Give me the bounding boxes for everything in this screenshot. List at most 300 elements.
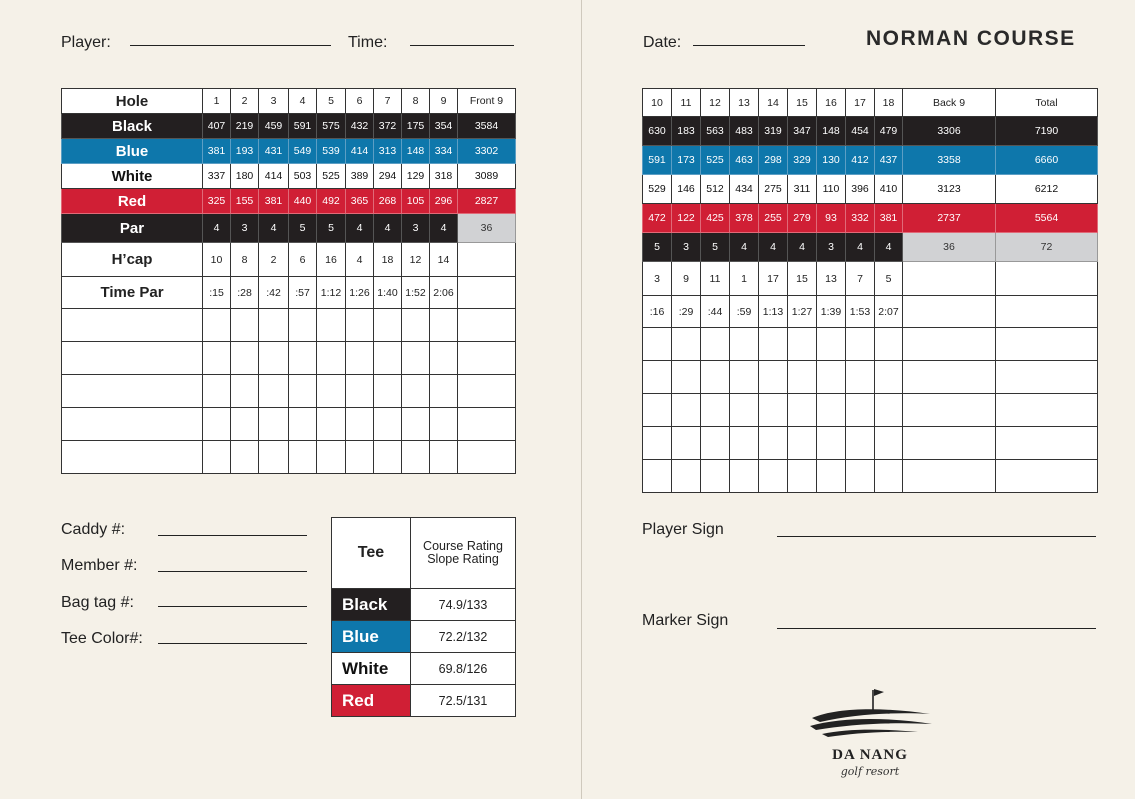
date-label: Date: bbox=[643, 34, 682, 51]
score-cell[interactable] bbox=[346, 441, 374, 474]
hole-value: 329 bbox=[788, 146, 817, 175]
score-cell[interactable] bbox=[846, 427, 875, 460]
score-cell[interactable] bbox=[62, 375, 203, 408]
score-cell[interactable] bbox=[458, 342, 516, 375]
score-cell[interactable] bbox=[259, 408, 289, 441]
hole-value: 4 bbox=[346, 243, 374, 277]
score-row bbox=[643, 460, 1098, 493]
player-field[interactable] bbox=[130, 45, 331, 46]
page-divider bbox=[581, 0, 582, 799]
front-row-blue bbox=[62, 139, 516, 164]
score-cell[interactable] bbox=[203, 342, 231, 375]
hole-value: 14 bbox=[430, 243, 458, 277]
front-nine-header: Front 9 bbox=[458, 89, 516, 114]
score-cell[interactable] bbox=[875, 328, 903, 361]
hole-value: :44 bbox=[701, 296, 730, 328]
hole-number: 14 bbox=[759, 89, 788, 117]
score-cell[interactable] bbox=[875, 361, 903, 394]
score-cell[interactable] bbox=[701, 328, 730, 361]
score-cell[interactable] bbox=[730, 427, 759, 460]
front-row-white bbox=[62, 164, 516, 189]
hole-value: 146 bbox=[672, 175, 701, 204]
hole-number: 16 bbox=[817, 89, 846, 117]
score-row bbox=[62, 441, 516, 474]
score-cell[interactable] bbox=[289, 375, 317, 408]
score-cell[interactable] bbox=[875, 394, 903, 427]
score-cell[interactable] bbox=[701, 460, 730, 493]
hole-value: 9 bbox=[672, 262, 701, 296]
rating-row-white bbox=[332, 653, 516, 685]
score-cell[interactable] bbox=[430, 408, 458, 441]
hole-value: 173 bbox=[672, 146, 701, 175]
hole-number: 5 bbox=[317, 89, 346, 114]
hole-value: 8 bbox=[231, 243, 259, 277]
score-cell[interactable] bbox=[903, 460, 996, 493]
score-cell[interactable] bbox=[701, 361, 730, 394]
score-row bbox=[62, 342, 516, 375]
hole-value: :29 bbox=[672, 296, 701, 328]
front-total: 3302 bbox=[458, 139, 516, 164]
hole-value: 4 bbox=[759, 233, 788, 262]
score-cell[interactable] bbox=[730, 328, 759, 361]
back-row-par bbox=[643, 233, 1098, 262]
hole-number: 6 bbox=[346, 89, 374, 114]
front-row-red bbox=[62, 189, 516, 214]
score-cell[interactable] bbox=[317, 375, 346, 408]
rating-header bbox=[411, 518, 516, 589]
hole-value: 6 bbox=[289, 243, 317, 277]
hole-value: 454 bbox=[846, 117, 875, 146]
hole-value: 4 bbox=[875, 233, 903, 262]
score-cell[interactable] bbox=[458, 441, 516, 474]
front-total: 36 bbox=[458, 214, 516, 243]
score-cell[interactable] bbox=[903, 328, 996, 361]
tee-rating: 72.2/132 bbox=[411, 621, 516, 653]
hole-value: 412 bbox=[846, 146, 875, 175]
hole-number: 13 bbox=[730, 89, 759, 117]
hole-number: 9 bbox=[430, 89, 458, 114]
hole-value: 410 bbox=[875, 175, 903, 204]
score-cell[interactable] bbox=[672, 361, 701, 394]
hole-value: 483 bbox=[730, 117, 759, 146]
score-cell[interactable] bbox=[402, 342, 430, 375]
time-field[interactable] bbox=[410, 45, 514, 46]
hole-value: 4 bbox=[346, 214, 374, 243]
hole-value: 425 bbox=[701, 204, 730, 233]
hole-value: 4 bbox=[203, 214, 231, 243]
score-cell[interactable] bbox=[701, 394, 730, 427]
bag-tag-label: Bag tag #: bbox=[61, 594, 134, 611]
score-cell[interactable] bbox=[458, 375, 516, 408]
hole-value: 332 bbox=[846, 204, 875, 233]
rating-row-red bbox=[332, 685, 516, 717]
score-cell[interactable] bbox=[875, 427, 903, 460]
grand-total: 6660 bbox=[996, 146, 1098, 175]
score-cell[interactable] bbox=[817, 427, 846, 460]
score-cell[interactable] bbox=[996, 394, 1098, 427]
score-cell[interactable] bbox=[759, 427, 788, 460]
score-cell[interactable] bbox=[430, 309, 458, 342]
member-field[interactable] bbox=[158, 571, 307, 572]
hole-value: 219 bbox=[231, 114, 259, 139]
back-total bbox=[903, 262, 996, 296]
logo-subtitle: golf resort bbox=[840, 765, 900, 778]
score-cell[interactable] bbox=[430, 441, 458, 474]
score-cell[interactable] bbox=[730, 394, 759, 427]
score-cell[interactable] bbox=[231, 309, 259, 342]
marker-sign-field[interactable] bbox=[777, 628, 1096, 629]
hole-value: 180 bbox=[231, 164, 259, 189]
score-cell[interactable] bbox=[817, 361, 846, 394]
score-cell[interactable] bbox=[62, 408, 203, 441]
tee-name: White bbox=[332, 653, 411, 685]
back-total bbox=[903, 296, 996, 328]
hole-value: 407 bbox=[203, 114, 231, 139]
score-cell[interactable] bbox=[289, 309, 317, 342]
hole-number: 10 bbox=[643, 89, 672, 117]
score-cell[interactable] bbox=[231, 375, 259, 408]
back-total: 3123 bbox=[903, 175, 996, 204]
hole-value: 1:27 bbox=[788, 296, 817, 328]
score-cell[interactable] bbox=[203, 441, 231, 474]
hole-value: 255 bbox=[759, 204, 788, 233]
hole-value: 105 bbox=[402, 189, 430, 214]
hole-value: 5 bbox=[289, 214, 317, 243]
score-cell[interactable] bbox=[730, 361, 759, 394]
hole-value: 148 bbox=[402, 139, 430, 164]
hole-value: 298 bbox=[759, 146, 788, 175]
tee-name: Black bbox=[332, 589, 411, 621]
hole-value: 492 bbox=[317, 189, 346, 214]
rating-row-black bbox=[332, 589, 516, 621]
score-cell[interactable] bbox=[817, 460, 846, 493]
hole-value: :28 bbox=[231, 277, 259, 309]
logo-name: DA NANG bbox=[832, 747, 908, 763]
score-cell[interactable] bbox=[846, 361, 875, 394]
score-cell[interactable] bbox=[643, 394, 672, 427]
tee-rating: 74.9/133 bbox=[411, 589, 516, 621]
hole-value: 275 bbox=[759, 175, 788, 204]
score-cell[interactable] bbox=[759, 361, 788, 394]
score-cell[interactable] bbox=[846, 460, 875, 493]
hole-number: 11 bbox=[672, 89, 701, 117]
back-header-row bbox=[643, 89, 1098, 117]
tee-ratings-table bbox=[331, 517, 516, 717]
row-label: Time Par bbox=[62, 277, 203, 309]
score-cell[interactable] bbox=[817, 394, 846, 427]
back-row-plain bbox=[643, 296, 1098, 328]
tee-color-field[interactable] bbox=[158, 643, 307, 644]
score-cell[interactable] bbox=[374, 408, 402, 441]
score-cell[interactable] bbox=[672, 328, 701, 361]
hole-value: 459 bbox=[259, 114, 289, 139]
hole-value: 1:13 bbox=[759, 296, 788, 328]
score-cell[interactable] bbox=[402, 408, 430, 441]
hole-value: 440 bbox=[289, 189, 317, 214]
hole-value: :57 bbox=[289, 277, 317, 309]
hole-value: 279 bbox=[788, 204, 817, 233]
hole-value: 7 bbox=[846, 262, 875, 296]
grand-total: 5564 bbox=[996, 204, 1098, 233]
score-cell[interactable] bbox=[374, 342, 402, 375]
score-cell[interactable] bbox=[62, 441, 203, 474]
score-cell[interactable] bbox=[62, 309, 203, 342]
score-cell[interactable] bbox=[846, 394, 875, 427]
row-label: Par bbox=[62, 214, 203, 243]
hole-value: 1:52 bbox=[402, 277, 430, 309]
score-cell[interactable] bbox=[458, 309, 516, 342]
score-cell[interactable] bbox=[903, 427, 996, 460]
score-cell[interactable] bbox=[374, 309, 402, 342]
grand-total: 6212 bbox=[996, 175, 1098, 204]
score-cell[interactable] bbox=[458, 408, 516, 441]
hole-value: 11 bbox=[701, 262, 730, 296]
hole-value: 10 bbox=[203, 243, 231, 277]
hole-number: 4 bbox=[289, 89, 317, 114]
score-cell[interactable] bbox=[374, 441, 402, 474]
score-cell[interactable] bbox=[430, 342, 458, 375]
hole-value: 503 bbox=[289, 164, 317, 189]
score-cell[interactable] bbox=[759, 328, 788, 361]
hole-value: 183 bbox=[672, 117, 701, 146]
hole-header: Hole bbox=[62, 89, 203, 114]
score-cell[interactable] bbox=[846, 328, 875, 361]
hole-value: 334 bbox=[430, 139, 458, 164]
hole-value: 1:26 bbox=[346, 277, 374, 309]
score-cell[interactable] bbox=[672, 427, 701, 460]
hole-value: 512 bbox=[701, 175, 730, 204]
row-label: Blue bbox=[62, 139, 203, 164]
hole-value: 18 bbox=[374, 243, 402, 277]
bag-tag-field[interactable] bbox=[158, 606, 307, 607]
score-cell[interactable] bbox=[788, 328, 817, 361]
score-cell[interactable] bbox=[203, 309, 231, 342]
score-cell[interactable] bbox=[374, 375, 402, 408]
hole-value: 129 bbox=[402, 164, 430, 189]
hole-number: 17 bbox=[846, 89, 875, 117]
back-total: 2737 bbox=[903, 204, 996, 233]
hole-value: 1 bbox=[730, 262, 759, 296]
hole-value: :42 bbox=[259, 277, 289, 309]
score-cell[interactable] bbox=[701, 427, 730, 460]
hole-value: 122 bbox=[672, 204, 701, 233]
score-cell[interactable] bbox=[817, 328, 846, 361]
hole-value: 529 bbox=[643, 175, 672, 204]
score-cell[interactable] bbox=[730, 460, 759, 493]
hole-value: 4 bbox=[730, 233, 759, 262]
score-cell[interactable] bbox=[402, 309, 430, 342]
hole-number: 7 bbox=[374, 89, 402, 114]
score-cell[interactable] bbox=[788, 460, 817, 493]
golf-flag-icon bbox=[800, 684, 940, 742]
hole-value: 13 bbox=[817, 262, 846, 296]
hole-value: 93 bbox=[817, 204, 846, 233]
score-row bbox=[62, 408, 516, 441]
hole-value: 155 bbox=[231, 189, 259, 214]
marker-sign-label: Marker Sign bbox=[642, 612, 729, 629]
score-cell[interactable] bbox=[643, 427, 672, 460]
hole-value: 193 bbox=[231, 139, 259, 164]
hole-value: 16 bbox=[317, 243, 346, 277]
hole-value: 575 bbox=[317, 114, 346, 139]
score-cell[interactable] bbox=[402, 375, 430, 408]
hole-value: 354 bbox=[430, 114, 458, 139]
hole-value: 1:53 bbox=[846, 296, 875, 328]
score-cell[interactable] bbox=[231, 408, 259, 441]
score-cell[interactable] bbox=[346, 408, 374, 441]
score-cell[interactable] bbox=[759, 460, 788, 493]
resort-logo bbox=[800, 684, 940, 794]
score-cell[interactable] bbox=[62, 342, 203, 375]
score-cell[interactable] bbox=[259, 309, 289, 342]
score-cell[interactable] bbox=[643, 328, 672, 361]
player-sign-field[interactable] bbox=[777, 536, 1096, 537]
hole-value: 472 bbox=[643, 204, 672, 233]
time-label: Time: bbox=[348, 34, 388, 51]
front-total: 3089 bbox=[458, 164, 516, 189]
tee-rating: 72.5/131 bbox=[411, 685, 516, 717]
score-cell[interactable] bbox=[996, 460, 1098, 493]
hole-number: 2 bbox=[231, 89, 259, 114]
hole-value: 2:07 bbox=[875, 296, 903, 328]
score-cell[interactable] bbox=[289, 342, 317, 375]
score-cell[interactable] bbox=[672, 460, 701, 493]
hole-value: 431 bbox=[259, 139, 289, 164]
hole-value: 378 bbox=[730, 204, 759, 233]
back-row-white bbox=[643, 175, 1098, 204]
front-nine-scorecard bbox=[61, 88, 516, 474]
hole-number: 3 bbox=[259, 89, 289, 114]
hole-value: 319 bbox=[759, 117, 788, 146]
score-cell[interactable] bbox=[346, 309, 374, 342]
rating-row-blue bbox=[332, 621, 516, 653]
hole-value: 563 bbox=[701, 117, 730, 146]
date-field[interactable] bbox=[693, 45, 805, 46]
hole-value: 12 bbox=[402, 243, 430, 277]
tee-rating: 69.8/126 bbox=[411, 653, 516, 685]
back-nine-header: Back 9 bbox=[903, 89, 996, 117]
score-row bbox=[643, 361, 1098, 394]
front-row-par bbox=[62, 214, 516, 243]
hole-value: 296 bbox=[430, 189, 458, 214]
hole-value: 463 bbox=[730, 146, 759, 175]
score-cell[interactable] bbox=[259, 342, 289, 375]
course-rating-header: Course Rating bbox=[423, 539, 503, 553]
hole-value: 414 bbox=[259, 164, 289, 189]
grand-total bbox=[996, 262, 1098, 296]
score-cell[interactable] bbox=[759, 394, 788, 427]
score-cell[interactable] bbox=[231, 342, 259, 375]
hole-value: :16 bbox=[643, 296, 672, 328]
slope-rating-header: Slope Rating bbox=[427, 552, 499, 566]
score-cell[interactable] bbox=[402, 441, 430, 474]
score-cell[interactable] bbox=[903, 361, 996, 394]
hole-value: 347 bbox=[788, 117, 817, 146]
hole-value: 3 bbox=[231, 214, 259, 243]
score-row bbox=[643, 394, 1098, 427]
hole-value: 4 bbox=[430, 214, 458, 243]
tee-name: Blue bbox=[332, 621, 411, 653]
hole-value: 396 bbox=[846, 175, 875, 204]
score-cell[interactable] bbox=[875, 460, 903, 493]
hole-value: 337 bbox=[203, 164, 231, 189]
hole-value: 432 bbox=[346, 114, 374, 139]
back-total: 36 bbox=[903, 233, 996, 262]
hole-value: 15 bbox=[788, 262, 817, 296]
hole-number: 15 bbox=[788, 89, 817, 117]
score-cell[interactable] bbox=[289, 408, 317, 441]
score-cell[interactable] bbox=[317, 408, 346, 441]
score-cell[interactable] bbox=[788, 361, 817, 394]
score-cell[interactable] bbox=[259, 441, 289, 474]
front-total bbox=[458, 243, 516, 277]
hole-value: 1:12 bbox=[317, 277, 346, 309]
score-cell[interactable] bbox=[996, 427, 1098, 460]
score-cell[interactable] bbox=[317, 342, 346, 375]
score-cell[interactable] bbox=[346, 342, 374, 375]
hole-value: 1:39 bbox=[817, 296, 846, 328]
row-label: Red bbox=[62, 189, 203, 214]
score-cell[interactable] bbox=[788, 394, 817, 427]
hole-value: 3 bbox=[643, 262, 672, 296]
hole-value: 175 bbox=[402, 114, 430, 139]
hole-value: 3 bbox=[817, 233, 846, 262]
score-cell[interactable] bbox=[317, 441, 346, 474]
hole-value: 268 bbox=[374, 189, 402, 214]
grand-total: 7190 bbox=[996, 117, 1098, 146]
row-label: Black bbox=[62, 114, 203, 139]
hole-value: 4 bbox=[846, 233, 875, 262]
hole-value: 5 bbox=[875, 262, 903, 296]
hole-value: :59 bbox=[730, 296, 759, 328]
score-cell[interactable] bbox=[643, 460, 672, 493]
score-cell[interactable] bbox=[203, 408, 231, 441]
score-cell[interactable] bbox=[259, 375, 289, 408]
hole-value: 591 bbox=[643, 146, 672, 175]
hole-value: 525 bbox=[701, 146, 730, 175]
score-cell[interactable] bbox=[430, 375, 458, 408]
score-cell[interactable] bbox=[231, 441, 259, 474]
score-row bbox=[62, 309, 516, 342]
hole-value: 2:06 bbox=[430, 277, 458, 309]
hole-value: 294 bbox=[374, 164, 402, 189]
score-cell[interactable] bbox=[643, 361, 672, 394]
score-cell[interactable] bbox=[996, 328, 1098, 361]
caddy-field[interactable] bbox=[158, 535, 307, 536]
hole-value: 3 bbox=[402, 214, 430, 243]
hole-value: 4 bbox=[788, 233, 817, 262]
tee-color-label: Tee Color#: bbox=[61, 630, 143, 647]
hole-value: 525 bbox=[317, 164, 346, 189]
hole-value: 381 bbox=[875, 204, 903, 233]
row-label: H’cap bbox=[62, 243, 203, 277]
row-label: White bbox=[62, 164, 203, 189]
hole-number: 8 bbox=[402, 89, 430, 114]
score-cell[interactable] bbox=[996, 361, 1098, 394]
back-row-red bbox=[643, 204, 1098, 233]
score-cell[interactable] bbox=[672, 394, 701, 427]
score-cell[interactable] bbox=[317, 309, 346, 342]
grand-total bbox=[996, 296, 1098, 328]
score-cell[interactable] bbox=[903, 394, 996, 427]
hole-value: 437 bbox=[875, 146, 903, 175]
back-row-black bbox=[643, 117, 1098, 146]
score-cell[interactable] bbox=[788, 427, 817, 460]
score-cell[interactable] bbox=[346, 375, 374, 408]
hole-value: 3 bbox=[672, 233, 701, 262]
score-cell[interactable] bbox=[203, 375, 231, 408]
score-cell[interactable] bbox=[289, 441, 317, 474]
